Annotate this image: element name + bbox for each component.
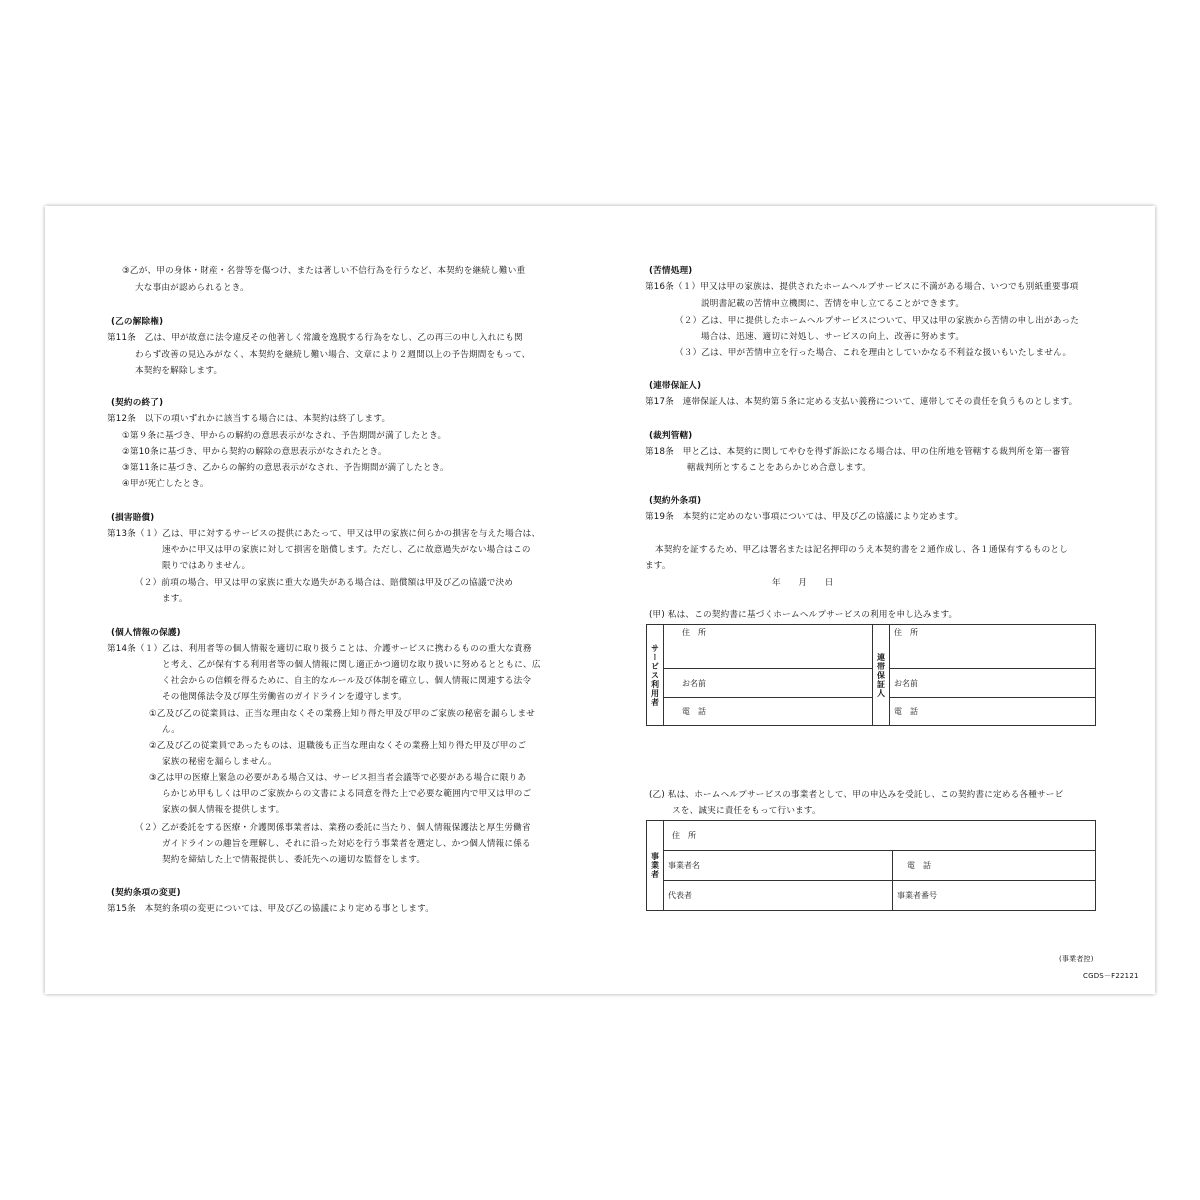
section-12-line-1: 第12条 以下の項いずれかに該当する場合には、本契約は終了します。 xyxy=(107,414,391,424)
section-14-line-12: （２）乙が委託をする医療・介護関係事業者は、業務の委託に当たり、個人情報保護法と厚生労働省 xyxy=(135,823,531,833)
business-address-field[interactable] xyxy=(664,821,1096,851)
section-12-line-4: ③第11条に基づき、乙からの解約の意思表示がなされ、予告期間が満了したとき。 xyxy=(122,463,449,473)
guarantor-name-label: お名前 xyxy=(894,678,918,688)
guarantor-phone-field[interactable] xyxy=(890,697,1096,725)
section-17-heading: (連帯保証人) xyxy=(649,381,702,391)
section-16-heading: (苦情処理) xyxy=(649,266,693,276)
section-14-line-9: ③乙は甲の医療上緊急の必要がある場合又は、サービス担当者会議等で必要がある場合に限りあ xyxy=(149,773,527,783)
contract-sheet xyxy=(45,206,1155,994)
business-rep-label: 代表者 xyxy=(668,891,692,900)
section-16-line-1: 第16条（１）甲又は甲の家族は、提供されたホームヘルプサービスに不満がある場合、いつでも別紙重要事項 xyxy=(645,282,1079,292)
section-13-line-5: ます。 xyxy=(162,594,188,604)
business-company-field[interactable] xyxy=(664,851,893,881)
party-b-form xyxy=(646,820,1096,911)
section-13-line-2: 速やかに甲又は甲の家族に対して損害を賠償します。ただし、乙に故意過失がない場合はこの xyxy=(162,545,531,555)
footer-note: (事業者控) xyxy=(1059,955,1094,963)
user-phone-field[interactable] xyxy=(664,697,873,725)
intro-line-1: ③乙が、甲の身体・財産・名誉等を傷つけ、または著しい不信行為を行うなど、本契約を継続し難い重 xyxy=(122,266,526,276)
section-15-line-1: 第15条 本契約条項の変更については、甲及び乙の協議により定める事とします。 xyxy=(107,904,435,914)
section-18-line-1: 第18条 甲と乙は、本契約に関してやむを得ず訴訟になる場合は、甲の住所地を管轄する裁判所を第一審管 xyxy=(645,447,1070,457)
party-b-line-2: スを、誠実に責任をもって行います。 xyxy=(672,806,821,816)
business-number-label: 事業者番号 xyxy=(897,891,937,900)
intro-line-2: 大な事由が認められるとき。 xyxy=(135,283,249,293)
section-13-line-3: 限りではありません。 xyxy=(162,561,251,571)
closing-line-1: 本契約を証するため、甲乙は署名または記名押印のうえ本契約書を２通作成し、各１通保有するものとし xyxy=(655,545,1068,555)
section-18-line-2: 轄裁判所とすることをあらかじめ合意します。 xyxy=(687,463,871,473)
section-14-line-10: らかじめ甲もしくは甲のご家族からの文書による同意を得た上で必要な範囲内で甲又は甲のご xyxy=(162,789,532,799)
section-14-line-11: 家族の個人情報を提供します。 xyxy=(162,805,285,815)
user-phone-label: 電 話 xyxy=(682,706,706,716)
date-line: 年 月 日 xyxy=(772,578,834,588)
section-13-heading: (損害賠償) xyxy=(111,513,155,523)
section-14-line-8: 家族の秘密を漏らしません。 xyxy=(162,757,277,767)
closing-line-2: ます。 xyxy=(645,561,671,571)
section-16-line-4: 場合は、迅速、適切に対処し、サービスの向上、改善に努めます。 xyxy=(701,332,965,342)
user-name-field[interactable] xyxy=(664,669,873,697)
section-14-line-1: 第14条（１）乙は、利用者等の個人情報を適切に取り扱うことは、介護サービスに携わるものの重大な責務 xyxy=(107,644,532,654)
section-14-line-6: ん。 xyxy=(162,725,181,735)
section-14-heading: (個人情報の保護) xyxy=(111,628,181,638)
section-11-heading: (乙の解除権) xyxy=(111,317,164,327)
section-16-line-2: 説明書記載の苦情申立機関に、苦情を申し立てることができます。 xyxy=(701,299,965,309)
user-name-label: お名前 xyxy=(682,678,706,688)
business-number-field[interactable] xyxy=(893,881,1096,911)
footer-code: CGDS－F22121 xyxy=(1083,972,1139,980)
guarantor-phone-label: 電 話 xyxy=(894,706,918,716)
section-14-line-13: ガイドラインの趣旨を理解し、それに沿った対応を行う事業者を選定し、かつ個人情報に係る xyxy=(162,839,531,849)
section-12-line-5: ④甲が死亡したとき。 xyxy=(122,479,209,489)
section-12-heading: (契約の終了) xyxy=(111,398,164,408)
guarantor-address-field[interactable] xyxy=(890,625,1096,669)
section-14-line-7: ②乙及び乙の従業員であったものは、退職後も正当な理由なくその業務上知り得た甲及び甲のご xyxy=(149,741,527,751)
business-label: 事業者 xyxy=(647,821,664,911)
section-15-heading: (契約条項の変更) xyxy=(111,888,181,898)
section-13-line-1: 第13条（１）乙は、甲に対するサービスの提供にあたって、甲又は甲の家族に何らかの損害を与えた場合は、 xyxy=(107,529,541,539)
business-rep-field[interactable] xyxy=(664,881,893,911)
party-a-form xyxy=(646,624,1096,726)
section-18-heading: (裁判管轄) xyxy=(649,431,693,441)
business-phone-field[interactable] xyxy=(893,851,1096,881)
section-14-line-4: その他関係法令及び厚生労働省のガイドラインを遵守します。 xyxy=(162,692,408,702)
guarantor-label: 連帯保証人 xyxy=(873,625,890,726)
section-11-line-3: 本契約を解除します。 xyxy=(135,366,223,376)
section-11-line-2: わらず改善の見込みがなく、本契約を継続し難い場合、文章により２週間以上の予告期間をもって、 xyxy=(135,350,531,360)
user-address-field[interactable] xyxy=(664,625,873,669)
section-14-line-5: ①乙及び乙の従業員は、正当な理由なくその業務上知り得た甲及び甲のご家族の秘密を漏らしませ xyxy=(149,709,536,719)
guarantor-name-field[interactable] xyxy=(890,669,1096,697)
section-13-line-4: （２）前項の場合、甲又は甲の家族に重大な過失がある場合は、賠償額は甲及び乙の協議で決め xyxy=(135,578,514,588)
section-12-line-3: ②第10条に基づき、甲から契約の解除の意思表示がなされたとき。 xyxy=(122,447,387,457)
party-b-line-1: (乙) 私は、ホームヘルプサービスの事業者として、甲の申込みを受託し、この契約書に定める各種サービ xyxy=(649,790,1064,800)
section-17-line-1: 第17条 連帯保証人は、本契約第５条に定める支払い義務について、連帯してその責任を負うものとします。 xyxy=(645,397,1078,407)
section-16-line-3: （２）乙は、甲に提供したホームヘルプサービスについて、甲又は甲の家族から苦情の申し出があった xyxy=(675,316,1080,326)
business-company-label: 事業者名 xyxy=(668,861,700,870)
section-19-line-1: 第19条 本契約に定めのない事項については、甲及び乙の協議により定めます。 xyxy=(645,512,964,522)
user-address-label: 住 所 xyxy=(682,628,706,637)
section-11-line-1: 第11条 乙は、甲が故意に法令違反その他著しく常識を逸脱する行為をなし、乙の再三の申し入れにも関 xyxy=(107,333,523,343)
section-14-line-2: と考え、乙が保有する利用者等の個人情報に関し適正かつ適切な取り扱いに努めるとともに、広 xyxy=(162,660,541,670)
section-19-heading: (契約外条項) xyxy=(649,496,702,506)
guarantor-address-label: 住 所 xyxy=(894,628,918,637)
business-phone-label: 電 話 xyxy=(907,861,931,870)
section-14-line-14: 契約を締結した上で情報提供し、委託先への適切な監督をします。 xyxy=(162,855,426,865)
party-a-statement: (甲) 私は、この契約書に基づくホームヘルプサービスの利用を申し込みます。 xyxy=(649,610,958,620)
section-16-line-5: （３）乙は、甲が苦情申立を行った場合、これを理由としていかなる不利益な扱いもいたしません。 xyxy=(675,348,1072,358)
service-user-label: サービス利用者 xyxy=(647,625,664,726)
section-12-line-2: ①第９条に基づき、甲からの解約の意思表示がなされ、予告期間が満了したとき。 xyxy=(122,431,447,441)
business-address-label: 住 所 xyxy=(672,831,696,840)
section-14-line-3: く社会からの信頼を得るために、自主的なルール及び体制を確立し、個人情報に関連する法令 xyxy=(162,676,532,686)
